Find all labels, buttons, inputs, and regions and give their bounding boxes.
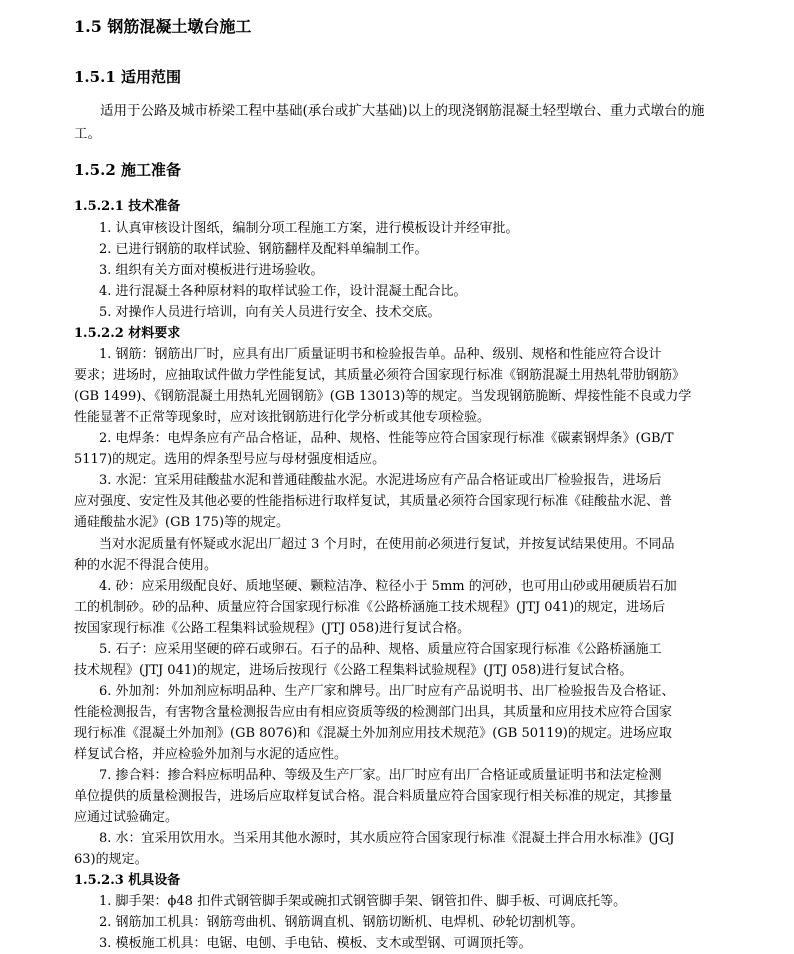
- material-line: 工的机制砂。砂的品种、质量应符合国家现行标准《公路桥涵施工技术规程》(JTJ 041)的规定，进场后: [74, 600, 666, 615]
- material-line: 要求；进场时，应抽取试件做力学性能复试，其质量必须符合国家现行标准《钢筋混凝土用热轧带肋钢筋》: [74, 368, 686, 383]
- material-line: 4. 砂：应采用级配良好、质地坚硬、颗粒洁净、粒径小于 5mm 的河砂，也可用山砂或用硬质岩石加: [99, 579, 677, 594]
- material-line: 技术规程》(JTJ 041)的规定，进场后按现行《公路工程集料试验规程》(JTJ 058)进行复试合格。: [74, 663, 633, 678]
- material-line: 2. 电焊条：电焊条应有产品合格证，品种、规格、性能等应符合国家现行标准《碳素钢焊条》(GB/T: [99, 431, 674, 446]
- tech-item-3: 3. 组织有关方面对模板进行进场验收。: [99, 263, 324, 278]
- material-line: 1. 钢筋：钢筋出厂时，应具有出厂质量证明书和检验报告单。品种、级别、规格和性能应符合设计: [99, 347, 662, 362]
- tech-item-5: 5. 对操作人员进行培训，向有关人员进行安全、技术交底。: [99, 305, 441, 320]
- material-line: 3. 水泥：宜采用硅酸盐水泥和普通硅酸盐水泥。水泥进场应有产品合格证或出厂检验报告，进场后: [99, 473, 662, 488]
- material-line: 按国家现行标准《公路工程集料试验规程》(JTJ 058)进行复试合格。: [74, 621, 471, 636]
- heading-1-5-2-3: 1.5.2.3 机具设备: [74, 873, 181, 888]
- section-title: 1.5 钢筋混凝土墩台施工: [74, 17, 252, 36]
- material-line: 5. 石子：应采用坚硬的碎石或卵石。石子的品种、规格、质量应符合国家现行标准《公路桥涵施工: [99, 642, 662, 657]
- equipment-item-1: 1. 脚手架：ϕ48 扣件式钢管脚手架或碗扣式钢管脚手架、钢管扣件、脚手板、可调底托等。: [99, 894, 627, 909]
- material-line: (GB 1499)、《钢筋混凝土用热轧光圆钢筋》(GB 13013)等的规定。当发现钢筋脆断、焊接性能不良或力学: [74, 389, 692, 404]
- material-line: 样复试合格，并应检验外加剂与水泥的适应性。: [74, 747, 348, 762]
- material-line: 性能显著不正常等现象时，应对该批钢筋进行化学分析或其他专项检验。: [74, 410, 491, 425]
- tech-item-4: 4. 进行混凝土各种原材料的取样试验工作，设计混凝土配合比。: [99, 284, 467, 299]
- heading-1-5-2-2: 1.5.2.2 材料要求: [74, 326, 181, 341]
- material-line: 6. 外加剂：外加剂应标明品种、生产厂家和牌号。出厂时应有产品说明书、出厂检验报告及合格证、: [99, 684, 675, 699]
- material-line: 8. 水：宜采用饮用水。当采用其他水源时，其水质应符合国家现行标准《混凝土拌合用水标准》(JGJ: [99, 831, 675, 846]
- material-line: 应通过试验确定。: [74, 810, 179, 825]
- material-line: 通硅酸盐水泥》(GB 175)等的规定。: [74, 515, 290, 530]
- material-line: 应对强度、安定性及其他必要的性能指标进行取样复试，其质量必须符合国家现行标准《硅酸盐水泥、普: [74, 494, 673, 509]
- material-line: 性能检测报告，有害物含量检测报告应由有相应资质等级的检测部门出具，其质量和应用技术应符合国家: [74, 705, 673, 720]
- material-line: 现行标准《混凝土外加剂》(GB 8076)和《混凝土外加剂应用技术规范》(GB 50119)的规定。进场应取: [74, 726, 672, 741]
- equipment-item-2: 2. 钢筋加工机具：钢筋弯曲机、钢筋调直机、钢筋切断机、电焊机、砂轮切割机等。: [99, 915, 584, 930]
- material-line: 种的水泥不得混合使用。: [74, 558, 218, 573]
- heading-1-5-2: 1.5.2 施工准备: [74, 161, 181, 179]
- equipment-item-3: 3. 模板施工机具：电锯、电刨、手电钻、模板、支木或型钢、可调顶托等。: [99, 936, 532, 951]
- scope-paragraph: 适用于公路及城市桥梁工程中基础(承台或扩大基础)以上的现浇钢筋混凝土轻型墩台、重力式墩台的施工。: [74, 103, 705, 142]
- tech-item-1: 1. 认真审核设计图纸，编制分项工程施工方案，进行模板设计并经审批。: [99, 221, 519, 236]
- material-line: 5117)的规定。选用的焊条型号应与母材强度相适应。: [74, 452, 386, 467]
- material-line: 当对水泥质量有怀疑或水泥出厂超过 3 个月时，在使用前必须进行复试，并按复试结果使用。不同品: [99, 537, 675, 552]
- heading-1-5-2-1: 1.5.2.1 技术准备: [74, 199, 181, 214]
- material-line: 单位提供的质量检测报告，进场后应取样复试合格。混合料质量应符合国家现行相关标准的规定，其掺量: [74, 789, 673, 804]
- heading-1-5-1: 1.5.1 适用范围: [74, 68, 181, 86]
- material-line: 7. 掺合料：掺合料应标明品种、等级及生产厂家。出厂时应有出厂合格证或质量证明书和法定检测: [99, 768, 662, 783]
- material-line: 63)的规定。: [74, 852, 148, 867]
- tech-item-2: 2. 已进行钢筋的取样试验、钢筋翻样及配料单编制工作。: [99, 242, 428, 257]
